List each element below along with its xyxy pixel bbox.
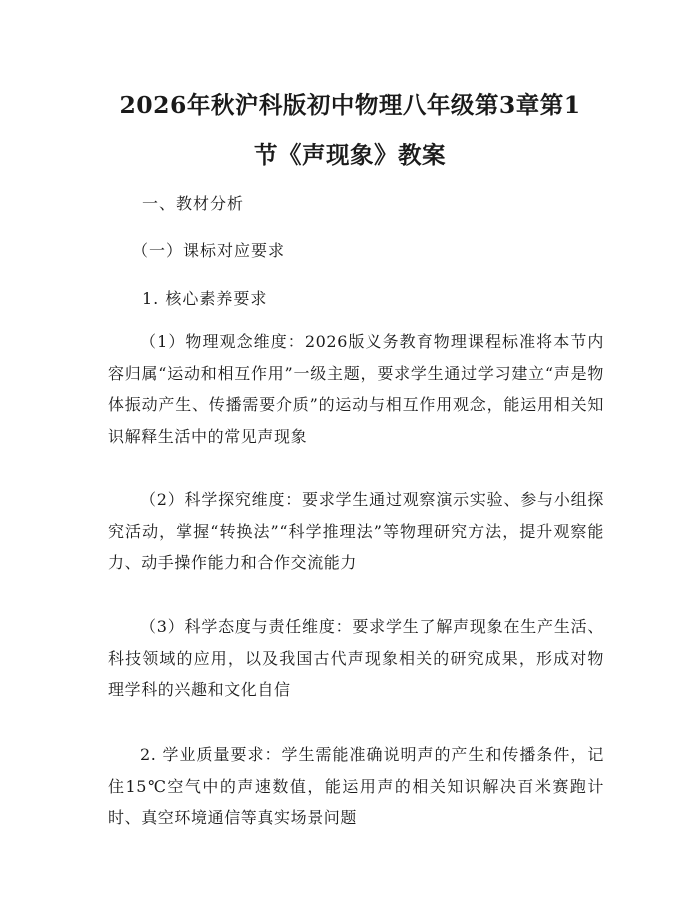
paragraph-scientific-inquiry: （2）科学探究维度：要求学生通过观察演示实验、参与小组探究活动，掌握“转换法”“科学推理法”等物理研究方法，提升观察能力、动手操作能力和合作交流能力 bbox=[108, 490, 604, 572]
document-title-line-2: 节《声现象》教案 bbox=[254, 141, 446, 169]
item-heading-core-literacy: 1. 核心素养要求 bbox=[142, 289, 268, 308]
subsection-heading-curriculum-requirements: （一）课标对应要求 bbox=[132, 241, 286, 260]
paragraph-scientific-attitude: （3）科学态度与责任维度：要求学生了解声现象在生产生活、科技领域的应用，以及我国古代声现象相关的研究成果，形成对物理学科的兴趣和文化自信 bbox=[108, 617, 604, 699]
paragraph-physics-concept: （1）物理观念维度：2026版义务教育物理课程标准将本节内容归属“运动和相互作用”一级主题，要求学生通过学习建立“声是物体振动产生、传播需要介质”的运动与相互作用观念，能运用相关知识解释生活中的常见声现象 bbox=[108, 332, 604, 446]
section-heading-textbook-analysis: 一、教材分析 bbox=[142, 194, 245, 213]
document-title-line-1: 2026年秋沪科版初中物理八年级第3章第1 bbox=[119, 91, 581, 119]
paragraph-academic-quality: 2. 学业质量要求：学生需能准确说明声的产生和传播条件，记住15℃空气中的声速数值，能运用声的相关知识解决百米赛跑计时、真空环境通信等真实场景问题 bbox=[108, 745, 604, 827]
